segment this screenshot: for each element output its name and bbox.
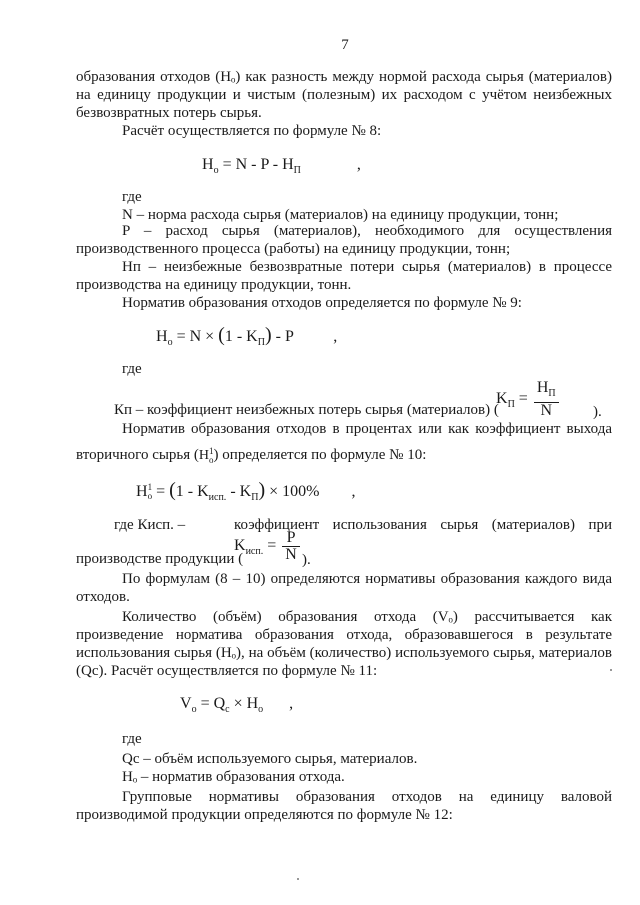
ho1-base: H — [198, 448, 210, 463]
definition-line: Hп – неизбежные безвозвратные потери сырья (материалов) в процессе — [122, 259, 612, 275]
definition-line: коэффициент использования сырья (материалов) при — [234, 517, 612, 533]
formula-9-rhs-a: = N × — [176, 328, 215, 345]
formula-9-mid-sub: П — [257, 337, 265, 348]
inline-text: вторичного сырья ( — [76, 447, 199, 463]
kisp-formula — [234, 530, 302, 563]
kisp-close: ). — [302, 552, 311, 568]
kisp-lhs: K — [234, 537, 246, 555]
where-label: где — [122, 189, 142, 205]
kisp-fraction — [282, 530, 300, 563]
paragraph-line: Норматив образования отходов определяется по формуле № 9: — [122, 295, 522, 311]
kisp-numerator: P — [282, 530, 300, 547]
paragraph-line: По формулам (8 – 10) определяются нормативы образования каждого вида — [122, 571, 612, 587]
kp-lhs-sub: П — [507, 399, 515, 411]
ho1-sub: o — [209, 454, 214, 465]
formula-10-lhs-sup: 1 — [147, 482, 153, 493]
paragraph-line: на единицу продукции и чистым (полезным) их расходом с учётом неизбежных — [76, 87, 612, 103]
formula-9-mid: 1 - K — [224, 328, 258, 345]
paragraph-line: безвозвратных потерь сырья. — [76, 105, 262, 121]
formula-11-times: × H — [233, 695, 259, 712]
formula-10 — [136, 480, 355, 508]
paragraph-line: отходов. — [76, 589, 130, 605]
definition-line: P – расход сырья (материалов), необходимого для осуществления — [122, 223, 612, 239]
formula-10-comma: , — [351, 483, 356, 500]
formula-8 — [202, 155, 361, 181]
definition-line: Hₒ – норматив образования отхода. — [122, 769, 345, 785]
paragraph-line: образования отходов (Hₒ) как разность между нормой расхода сырья (материалов) — [76, 69, 612, 85]
paren-open: ( — [218, 324, 225, 346]
definition-line: производстве продукции ( — [76, 551, 244, 567]
kisp-lhs-sub: исп. — [245, 546, 264, 558]
kp-close: ). — [593, 404, 602, 420]
formula-8-lhs: H — [202, 156, 214, 173]
paren-close: ) — [258, 479, 266, 501]
formula-10-lhs-indices — [148, 483, 153, 501]
formula-8-comma: , — [356, 156, 361, 173]
paren-open: ( — [169, 479, 176, 501]
kp-num-base: H — [536, 379, 549, 396]
formula-10-lhs-sub: o — [147, 491, 153, 502]
kisp-eq: = — [267, 537, 277, 555]
paragraph-line: Расчёт осуществляется по формуле № 8: — [122, 123, 382, 139]
ho1-indices — [209, 447, 214, 465]
definition-line: Qc – объём используемого сырья, материалов. — [122, 751, 418, 767]
where-label: где — [122, 731, 142, 747]
formula-10-mid-b: - K — [230, 483, 252, 500]
formula-9 — [156, 325, 337, 353]
formula-8-rhs-sub: П — [293, 165, 301, 176]
kp-fraction — [534, 380, 559, 419]
ho1-sup: 1 — [209, 445, 214, 456]
paragraph-line: использования сырья (Hₒ), на объём (количество) используемого сырья, материалов — [76, 645, 612, 661]
definition-label: где Кисп. – — [114, 517, 186, 533]
formula-11-rhs-sub: c — [225, 704, 230, 715]
definition-line: производства на единицу продукции, тонн. — [76, 277, 352, 293]
formula-11-lhs: V — [180, 695, 192, 712]
kp-formula — [496, 380, 561, 419]
definition-line: N – норма расхода сырья (материалов) на единицу продукции, тонн; — [122, 207, 559, 223]
scan-speck — [610, 669, 612, 671]
formula-11-comma: , — [289, 695, 294, 712]
formula-11-times-sub: o — [258, 704, 264, 715]
formula-9-rhs-b: - P — [275, 328, 294, 345]
kp-num-sub: П — [548, 388, 556, 399]
formula-11-rhs: = Q — [200, 695, 226, 712]
inline-text: ) определяется по формуле № 10: — [213, 447, 427, 463]
page-number: 7 — [341, 37, 349, 53]
definition-line: производственного процесса (работы) на единицу продукции, тонн; — [76, 241, 511, 257]
kisp-denominator: N — [285, 546, 297, 563]
paragraph-line: (Qc). Расчёт осуществляется по формуле № 11: — [76, 663, 378, 679]
scan-speck — [297, 878, 299, 880]
paragraph-line — [76, 446, 426, 466]
paragraph-line: Количество (объём) образования отхода (Vₒ) рассчитывается как — [122, 609, 612, 625]
definition-line: Кп – коэффициент неизбежных потерь сырья (материалов) ( — [114, 402, 499, 418]
paragraph-line: Норматив образования отходов в процентах или как коэффициент выхода — [122, 421, 612, 437]
paragraph-line: Групповые нормативы образования отходов на единицу валовой — [122, 789, 612, 805]
paren-close: ) — [264, 324, 272, 346]
formula-10-mid-a: 1 - K — [175, 483, 209, 500]
formula-11 — [180, 694, 293, 720]
formula-10-mid-b-sub: П — [251, 492, 259, 503]
formula-8-lhs-sub: o — [213, 165, 219, 176]
formula-9-comma: , — [333, 328, 338, 345]
formula-10-eq: = — [156, 483, 166, 500]
formula-11-lhs-sub: o — [191, 704, 197, 715]
where-label: где — [122, 361, 142, 377]
paragraph-line: производимой продукции определяются по формуле № 12: — [76, 807, 453, 823]
paragraph-line: произведение норматива образования отхода, образовавшегося в результате — [76, 627, 612, 643]
kp-denominator: N — [540, 402, 552, 419]
kp-eq: = — [518, 390, 528, 408]
formula-10-mid-a-sub: исп. — [208, 492, 227, 503]
formula-10-lhs: H — [136, 483, 148, 500]
formula-9-lhs: H — [156, 328, 168, 345]
formula-10-rhs: × 100% — [269, 483, 320, 500]
ho1-inline — [198, 445, 214, 465]
kp-numerator — [534, 380, 559, 403]
formula-9-lhs-sub: o — [167, 337, 173, 348]
formula-8-rhs: = N - P - H — [222, 156, 294, 173]
kp-lhs: K — [496, 390, 508, 408]
